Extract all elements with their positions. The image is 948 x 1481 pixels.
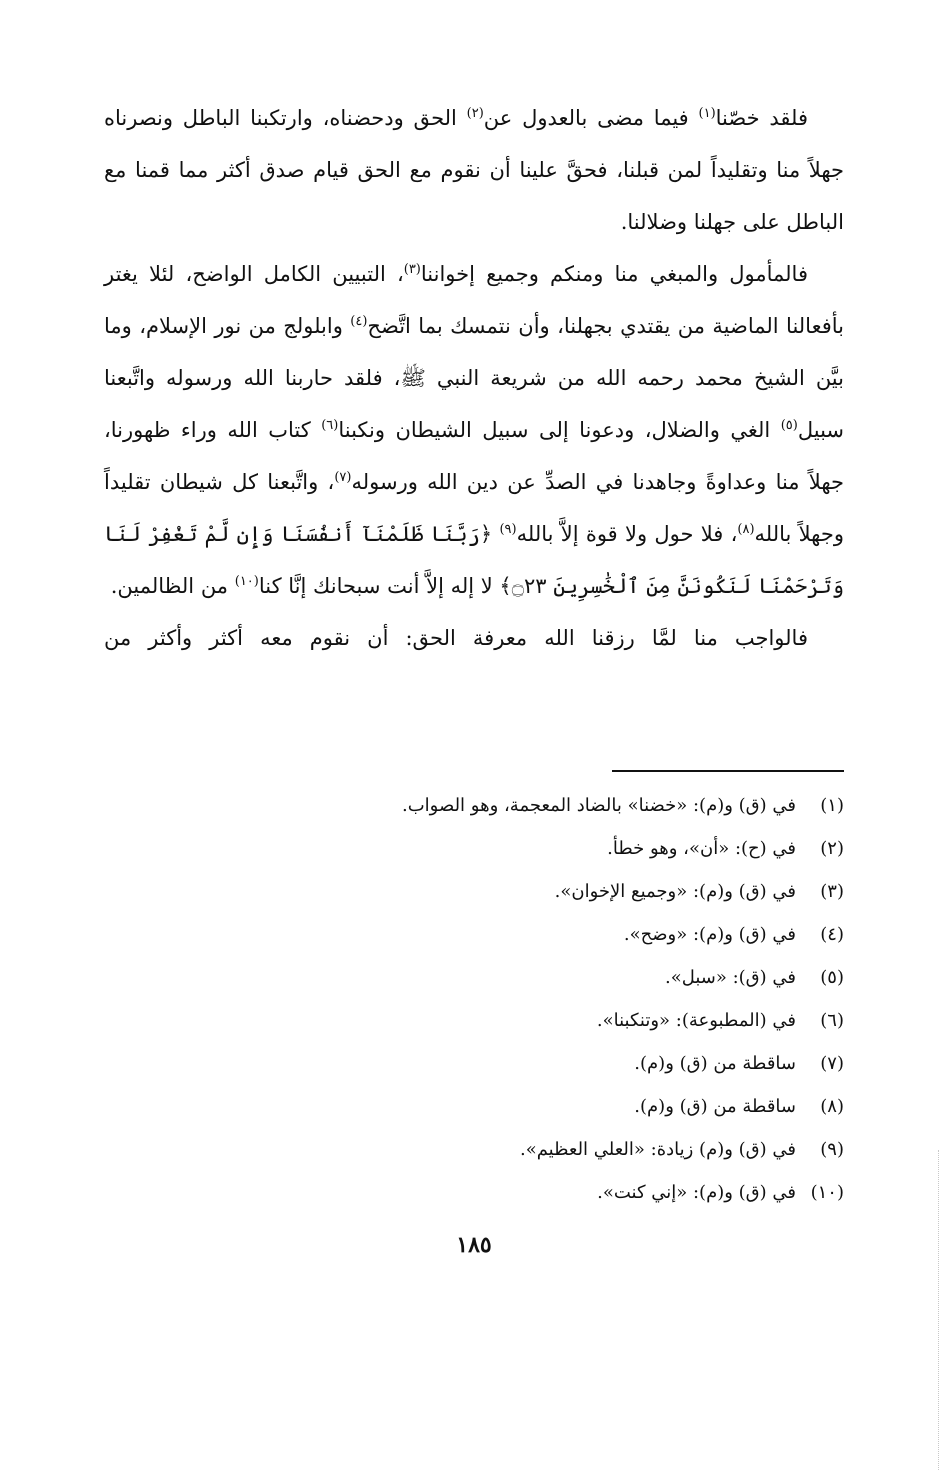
text-run: من الظالمين. xyxy=(110,574,235,598)
footnote-text: ساقطة من (ق) و(م). xyxy=(634,1053,796,1074)
footnote-number: (٥) xyxy=(820,967,844,988)
footnote-text: في (ح): «أن»، وهو خطأ. xyxy=(607,838,796,859)
paragraph-1 xyxy=(104,92,844,248)
footnote-number: (٨) xyxy=(820,1096,844,1117)
footnote-item xyxy=(104,913,844,956)
text-run: فلقد خصّنا xyxy=(715,106,808,130)
footnote-item xyxy=(104,1085,844,1128)
text-run: ، واتَّبعنا كل شيطان تقليداً وجهلاً بالله xyxy=(104,470,844,546)
footnote-number: (١٠) xyxy=(810,1182,844,1203)
footnote-reference: (١٠) xyxy=(234,574,259,589)
text-run: ، التبيين الكامل الواضح، لئلا يغتر بأفعالنا الماضية من يقتدي بجهلنا، وأن نتمسك بما اتَّضح xyxy=(104,262,844,338)
footnote-number: (١) xyxy=(820,795,844,816)
text-run: ، فلا حول ولا قوة إلاَّ بالله xyxy=(516,522,738,546)
footnote-item xyxy=(104,999,844,1042)
footnote-number: (٢) xyxy=(820,838,844,859)
main-text xyxy=(104,92,844,664)
footnote-reference: (٧) xyxy=(334,470,352,485)
footnote-reference: (٩) xyxy=(499,522,517,537)
footnote-item xyxy=(104,956,844,999)
footnote-text: في (ق): «سبل». xyxy=(664,967,796,988)
text-run: الغي والضلال، ودعونا إلى سبيل الشيطان ونكبنا xyxy=(338,418,781,442)
text-run: فالمأمول والمبغي منا ومنكم وجميع إخواننا xyxy=(420,262,808,286)
footnote-text: في (ق) و(م): «خضنا» بالضاد المعجمة، وهو الصواب. xyxy=(402,795,796,816)
footnote-reference: (٢) xyxy=(466,106,484,121)
text-run: فيما مضى بالعدول عن xyxy=(483,106,699,130)
footnote-item xyxy=(104,1128,844,1171)
footnote-item xyxy=(104,870,844,913)
footnote-reference: (٤) xyxy=(350,314,368,329)
text-run: كتاب الله وراء ظهورنا، جهلاً منا وعداوةً وجاهدنا في الصدِّ عن دين الله ورسوله xyxy=(104,418,845,494)
footnote-reference: (٦) xyxy=(321,418,339,433)
footnote-item xyxy=(104,1042,844,1085)
footnotes-list xyxy=(104,784,844,1214)
page-number: ١٨٥ xyxy=(456,1232,492,1258)
text-run: ﴿رَبَّنَا ظَلَمْنَآ أَنفُسَنَا وَإِن لَّمْ تَغْفِرْ لَنَا وَتَرْحَمْنَا لَنَكُونَنَّ مِنَ ٱلْخَٰسِرِينَ ۝٢٣﴾ لا إله إلاَّ أنت سبحانك إنَّا كنا xyxy=(104,522,844,598)
footnote-number: (٧) xyxy=(820,1053,844,1074)
footnote-text: في (ق) و(م): «وجميع الإخوان». xyxy=(554,881,796,902)
footnote-text: في (المطبوعة): «وتنكبنا». xyxy=(596,1010,796,1031)
footnote-reference: (٨) xyxy=(737,522,755,537)
footnote-text: في (ق) و(م): «وضح». xyxy=(623,924,796,945)
footnote-divider xyxy=(612,770,844,772)
footnote-text: ساقطة من (ق) و(م). xyxy=(634,1096,796,1117)
scan-edge-mark xyxy=(938,1150,940,1470)
footnote-item xyxy=(104,1171,844,1214)
text-run: فالواجب منا لمَّا رزقنا الله معرفة الحق: أن نقوم معه أكثر وأكثر من xyxy=(104,626,808,650)
footnote-text: في (ق) و(م): «إني كنت». xyxy=(597,1182,796,1203)
text-run: وابلولج من نور الإسلام، وما بيَّن الشيخ محمد رحمه الله من شريعة النبي ﷺ، فلقد حاربنا الله ورسوله واتَّبعنا سبيل xyxy=(104,314,845,442)
footnote-number: (٣) xyxy=(820,881,844,902)
footnote-reference: (١) xyxy=(698,106,716,121)
footnote-item xyxy=(104,784,844,827)
text-run: الحق ودحضناه، وارتكبنا الباطل ونصرناه جهلاً منا وتقليداً لمن قبلنا، فحقَّ علينا أن نقوم مع الحق قيام صدق أكثر مما قمنا مع الباطل على جهلنا وضلالنا. xyxy=(104,106,844,234)
footnote-reference: (٣) xyxy=(403,262,421,277)
footnote-item xyxy=(104,827,844,870)
footnote-number: (٤) xyxy=(820,924,844,945)
footnote-number: (٦) xyxy=(820,1010,844,1031)
paragraph-3 xyxy=(104,612,844,664)
footnote-number: (٩) xyxy=(820,1139,844,1160)
footnote-text: في (ق) و(م) زيادة: «العلي العظيم». xyxy=(519,1139,796,1160)
footnote-reference: (٥) xyxy=(780,418,798,433)
paragraph-2 xyxy=(104,248,844,612)
